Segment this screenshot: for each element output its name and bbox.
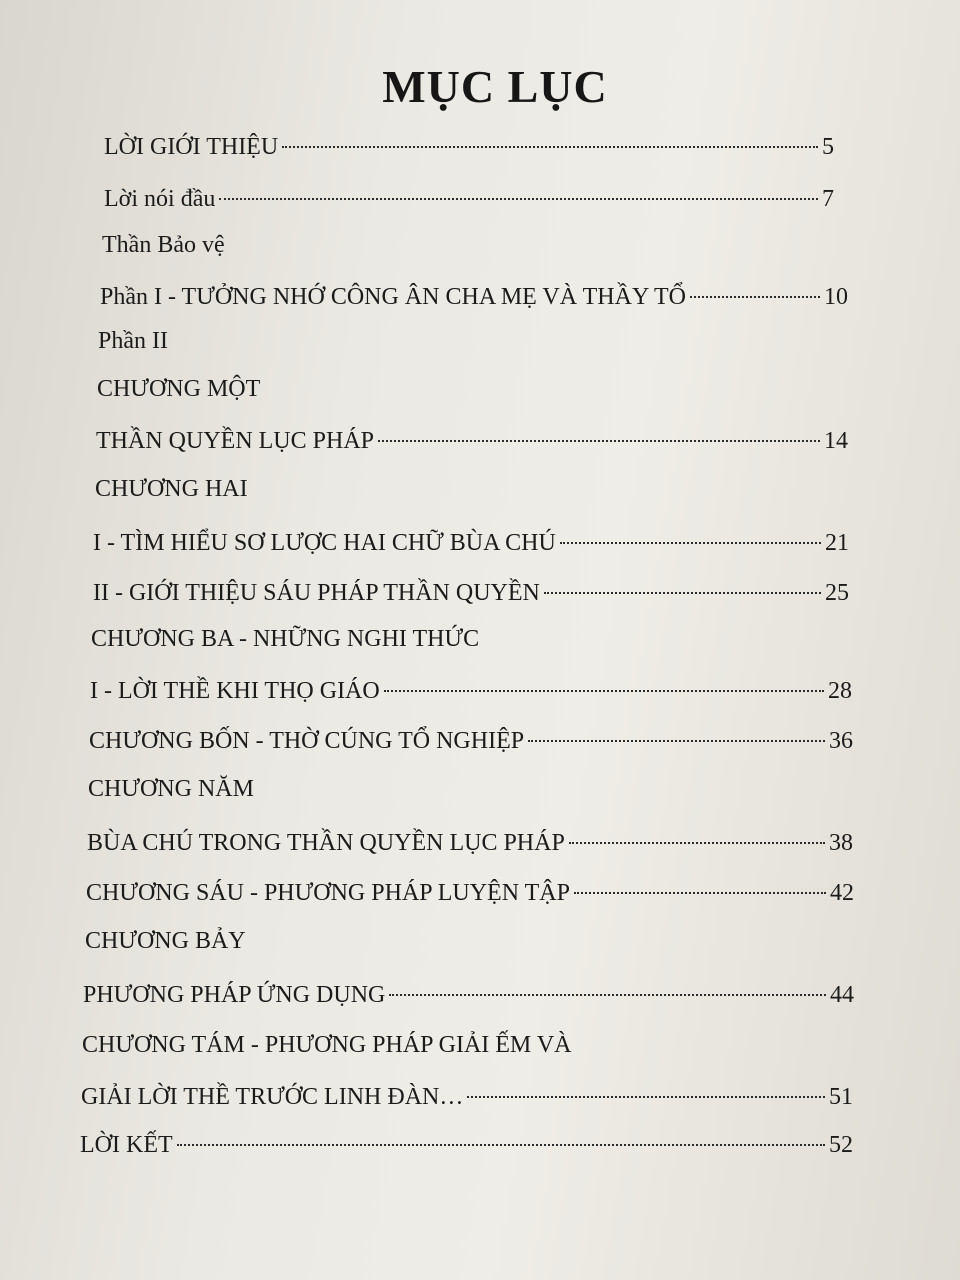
toc-entry-label: I - TÌM HIỂU SƠ LƯỢC HAI CHỮ BÙA CHÚ — [93, 530, 556, 556]
toc-entry-label: CHƯƠNG BẢY — [85, 928, 246, 954]
toc-entry-label: BÙA CHÚ TRONG THẦN QUYỀN LỤC PHÁP — [87, 830, 565, 856]
toc-entry-label: Phần I - TƯỞNG NHỚ CÔNG ÂN CHA MẸ VÀ THẦY TỔ — [100, 284, 686, 310]
toc-entry — [93, 578, 849, 608]
toc-entry — [87, 828, 853, 858]
toc-entry-label: Phần II — [98, 328, 168, 354]
toc-leader-dots — [528, 740, 825, 742]
toc-page-number: 7 — [822, 186, 834, 212]
toc-entry — [91, 624, 479, 654]
page-title: MỤC LỤC — [382, 61, 608, 112]
toc-entry-label: CHƯƠNG HAI — [95, 476, 248, 502]
toc-entry — [102, 230, 225, 260]
toc-page-number: 21 — [825, 530, 849, 556]
toc-entry — [83, 980, 854, 1010]
toc-entry-label: CHƯƠNG BỐN - THỜ CÚNG TỔ NGHIỆP — [89, 728, 525, 754]
toc-entry-label: PHƯƠNG PHÁP ỨNG DỤNG — [83, 982, 386, 1008]
toc-entry — [81, 1082, 853, 1112]
toc-leader-dots — [574, 892, 826, 894]
toc-leader-dots — [467, 1096, 825, 1098]
toc-entry — [93, 528, 849, 558]
toc-leader-dots — [389, 994, 826, 996]
toc-leader-dots — [378, 440, 820, 442]
toc-entry — [90, 676, 852, 706]
toc-leader-dots — [690, 296, 820, 298]
toc-page-number: 38 — [829, 830, 853, 856]
toc-page-number: 42 — [830, 880, 854, 906]
toc-entry-label: GIẢI LỜI THỀ TRƯỚC LINH ĐÀN… — [81, 1084, 464, 1110]
toc-leader-dots — [384, 690, 824, 692]
toc-entry-label: CHƯƠNG MỘT — [97, 376, 261, 402]
toc-page-number: 36 — [829, 728, 853, 754]
toc-page-number: 14 — [824, 428, 848, 454]
toc-leader-dots — [282, 146, 818, 148]
toc-entry-label: Lời nói đầu — [104, 186, 216, 212]
toc-entry-label: I - LỜI THỀ KHI THỌ GIÁO — [90, 678, 380, 704]
toc-page-number: 25 — [825, 580, 849, 606]
toc-leader-dots — [544, 592, 821, 594]
toc-entry-label: Thần Bảo vệ — [102, 232, 225, 258]
toc-entry — [104, 184, 834, 214]
toc-page-number: 28 — [828, 678, 852, 704]
toc-entry-label: LỜI KẾT — [80, 1132, 173, 1158]
toc-entry-label: CHƯƠNG TÁM - PHƯƠNG PHÁP GIẢI ẾM VÀ — [82, 1032, 572, 1058]
toc-page-number: 52 — [829, 1132, 853, 1158]
toc-entry-label: II - GIỚI THIỆU SÁU PHÁP THẦN QUYỀN — [93, 580, 540, 606]
toc-page-number: 51 — [829, 1084, 853, 1110]
toc-entry — [89, 726, 853, 756]
toc-entry — [96, 426, 848, 456]
toc-entry — [88, 774, 254, 804]
toc-entry-label: THẦN QUYỀN LỤC PHÁP — [96, 428, 375, 454]
toc-entry-label: CHƯƠNG SÁU - PHƯƠNG PHÁP LUYỆN TẬP — [86, 880, 570, 906]
toc-leader-dots — [569, 842, 825, 844]
toc-entry — [86, 878, 854, 908]
toc-page-number: 5 — [822, 134, 834, 160]
toc-entry-label: LỜI GIỚI THIỆU — [104, 134, 279, 160]
toc-entry-label: CHƯƠNG BA - NHỮNG NGHI THỨC — [91, 626, 480, 652]
toc-entry — [97, 374, 260, 404]
toc-entry — [85, 926, 246, 956]
toc-entry — [80, 1130, 853, 1160]
toc-entry — [100, 282, 848, 312]
toc-entry — [82, 1030, 572, 1060]
toc-page-number: 10 — [824, 284, 848, 310]
toc-leader-dots — [560, 542, 821, 544]
toc-entry — [104, 132, 834, 162]
toc-leader-dots — [219, 198, 818, 200]
toc-entry-label: CHƯƠNG NĂM — [88, 776, 254, 802]
toc-page-number: 44 — [830, 982, 854, 1008]
toc-leader-dots — [177, 1144, 825, 1146]
toc-entry — [98, 326, 168, 356]
toc-entry — [95, 474, 248, 504]
